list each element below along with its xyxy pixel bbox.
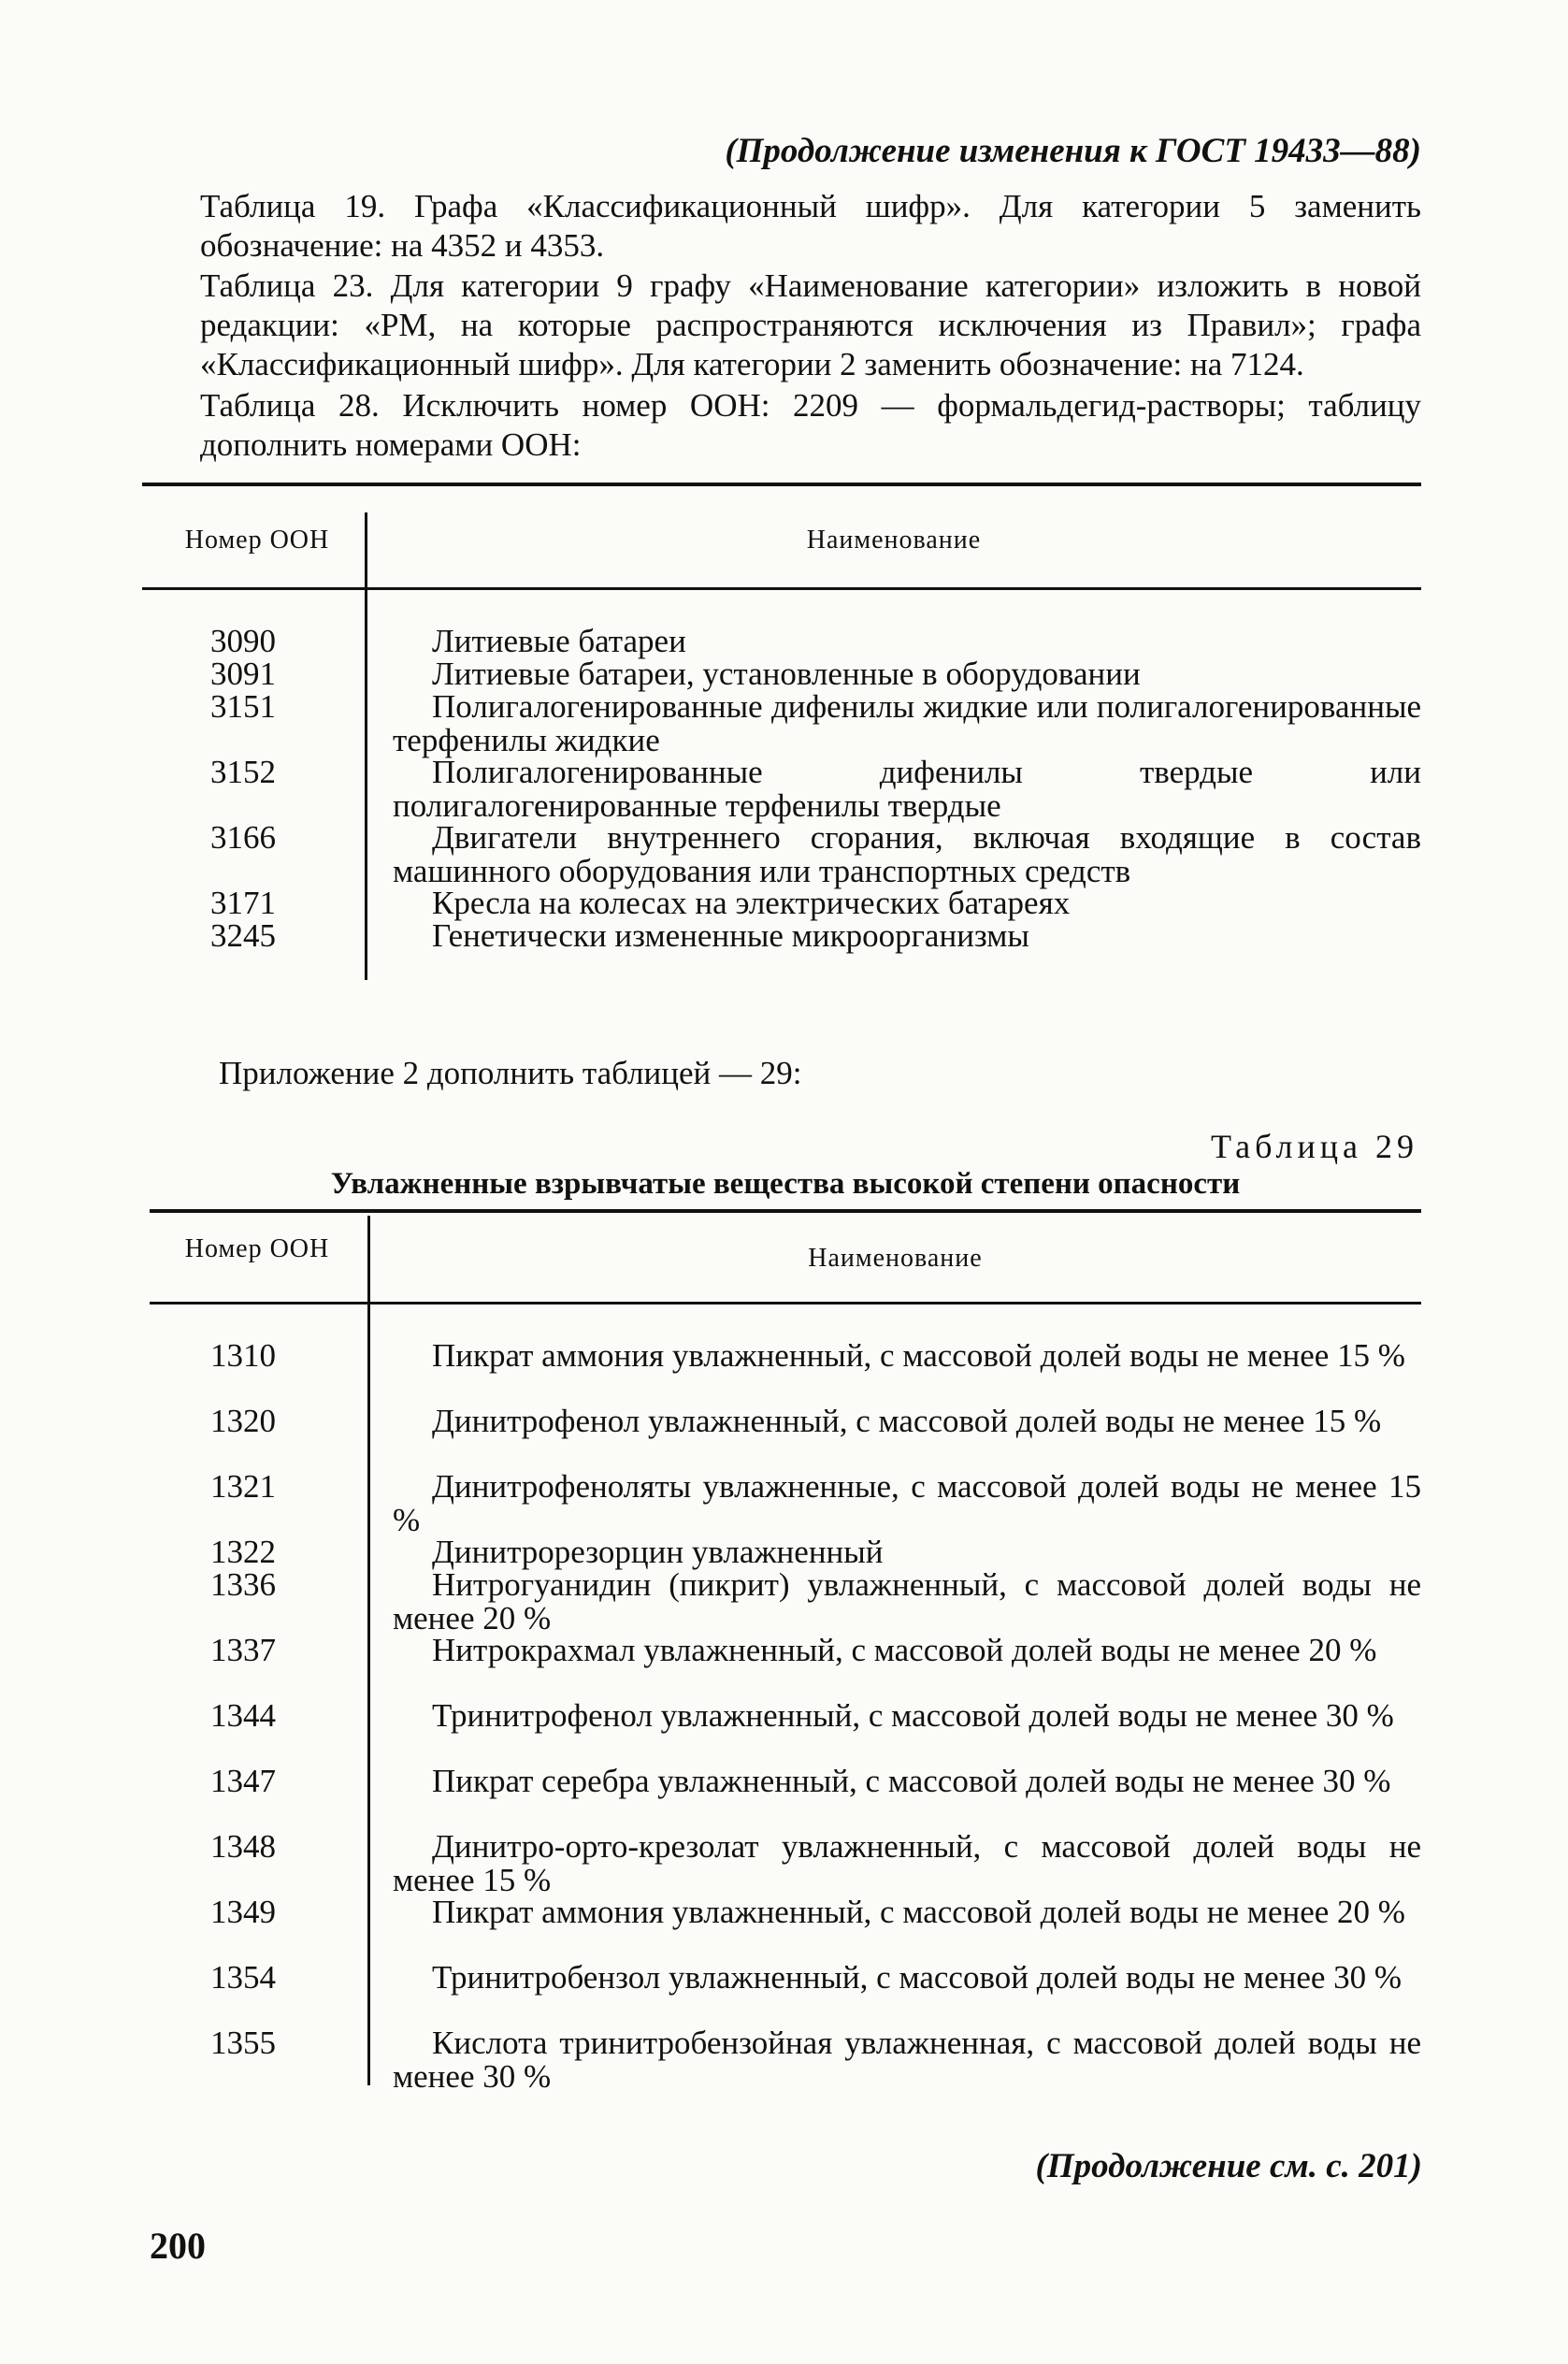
table29-header-rule: [150, 1302, 1421, 1305]
table-row-name: Тринитробензол увлажненный, с массовой долей воды не менее 30 %: [432, 1959, 1403, 1996]
table28-header-rule: [142, 587, 1421, 590]
table-row-number: 3151: [210, 688, 276, 725]
table28-col-number: Номер ООН: [184, 526, 330, 555]
table-row-name: Динитрофеноляты увлажненные, с массовой долей воды не менее 15 %: [393, 1468, 1421, 1538]
table-row-number: 1337: [210, 1632, 276, 1668]
page-number: 200: [150, 2225, 206, 2267]
paragraph-table-23: Таблица 23. Для категории 9 графу «Наименование категории» изложить в новой редакции: «РМ, на которые распространяются исключения из Правил»; графа «Классификационный шифр». Для категории 2 заменить обозначение: на 7124.: [200, 267, 1421, 382]
table-row-name: Пикрат аммония увлажненный, с массовой долей воды не менее 15 %: [432, 1337, 1405, 1374]
table-row-name: Пикрат аммония увлажненный, с массовой долей воды не менее 20 %: [432, 1894, 1405, 1930]
table29-col-number: Номер ООН: [184, 1234, 330, 1263]
table29-top-rule: [150, 1209, 1421, 1213]
table-row-number: 1347: [210, 1763, 276, 1799]
table-row-number: 3171: [210, 885, 276, 921]
table-row-name: Полигалогенированные дифенилы твердые или полигалогенированные терфенилы твердые: [393, 754, 1421, 824]
table-row-number: 3245: [210, 917, 276, 954]
table-row-number: 1348: [210, 1828, 276, 1865]
table-row-number: 1321: [210, 1468, 276, 1505]
table-row-name: Кресла на колесах на электрических батареях: [432, 885, 1071, 921]
table-row-name: Кислота тринитробензойная увлажненная, с массовой долей воды не менее 30 %: [393, 2025, 1421, 2095]
table-row-number: 3090: [210, 623, 276, 659]
paragraph-table-28: Таблица 28. Исключить номер ООН: 2209 — формальдегид-растворы; таблицу дополнить номерами ООН:: [200, 387, 1421, 463]
table29-title: Увлажненные взрывчатые вещества высокой степени опасности: [330, 1167, 1241, 1201]
table28-col-name: Наименование: [806, 526, 982, 555]
table-row-number: 1355: [210, 2025, 276, 2061]
table-row-name: Динитрофенол увлажненный, с массовой долей воды не менее 15 %: [432, 1403, 1382, 1439]
table-row-number: 1322: [210, 1534, 276, 1570]
table28-top-rule: [142, 483, 1421, 486]
table-row-name: Полигалогенированные дифенилы жидкие или полигалогенированные терфенилы жидкие: [393, 688, 1421, 758]
table28-column-divider: [365, 512, 367, 980]
table-row-name: Пикрат серебра увлажненный, с массовой долей воды не менее 30 %: [432, 1763, 1391, 1799]
table-row-name: Литиевые батареи: [432, 623, 686, 659]
table-row-number: 3152: [210, 754, 276, 790]
table-row-number: 1310: [210, 1337, 276, 1374]
table29-label: Таблица 29: [1211, 1128, 1418, 1165]
table29-col-name: Наименование: [808, 1244, 983, 1273]
table-row-name: Литиевые батареи, установленные в оборудовании: [432, 656, 1141, 692]
appendix-note: Приложение 2 дополнить таблицей — 29:: [219, 1055, 802, 1091]
table-row-number: 3091: [210, 656, 276, 692]
table-row-number: 3166: [210, 819, 276, 856]
table29-column-divider: [367, 1216, 370, 2085]
table-row-name: Динитрорезорцин увлажненный: [432, 1534, 884, 1570]
table-row-name: Тринитрофенол увлажненный, с массовой долей воды не менее 30 %: [432, 1697, 1394, 1734]
table-row-name: Двигатели внутреннего сгорания, включая входящие в состав машинного оборудования или транспортных средств: [393, 819, 1421, 889]
table-row-number: 1336: [210, 1566, 276, 1603]
table-row-number: 1320: [210, 1403, 276, 1439]
continuation-header: (Продолжение изменения к ГОСТ 19433—88): [725, 132, 1421, 170]
table-row-number: 1344: [210, 1697, 276, 1734]
table-row-name: Нитрокрахмал увлажненный, с массовой долей воды не менее 20 %: [432, 1632, 1377, 1668]
table-row-name: Динитро-орто-крезолат увлажненный, с массовой долей воды не менее 15 %: [393, 1828, 1421, 1898]
table-row-name: Генетически измененные микроорганизмы: [432, 917, 1029, 954]
paragraph-table-19: Таблица 19. Графа «Классификационный шифр». Для категории 5 заменить обозначение: на 4352 и 4353.: [200, 188, 1421, 264]
table-row-number: 1349: [210, 1894, 276, 1930]
table-row-name: Нитрогуанидин (пикрит) увлажненный, с массовой долей воды не менее 20 %: [393, 1566, 1421, 1636]
table-row-number: 1354: [210, 1959, 276, 1996]
continuation-footer: (Продолжение см. с. 201): [1035, 2147, 1422, 2185]
